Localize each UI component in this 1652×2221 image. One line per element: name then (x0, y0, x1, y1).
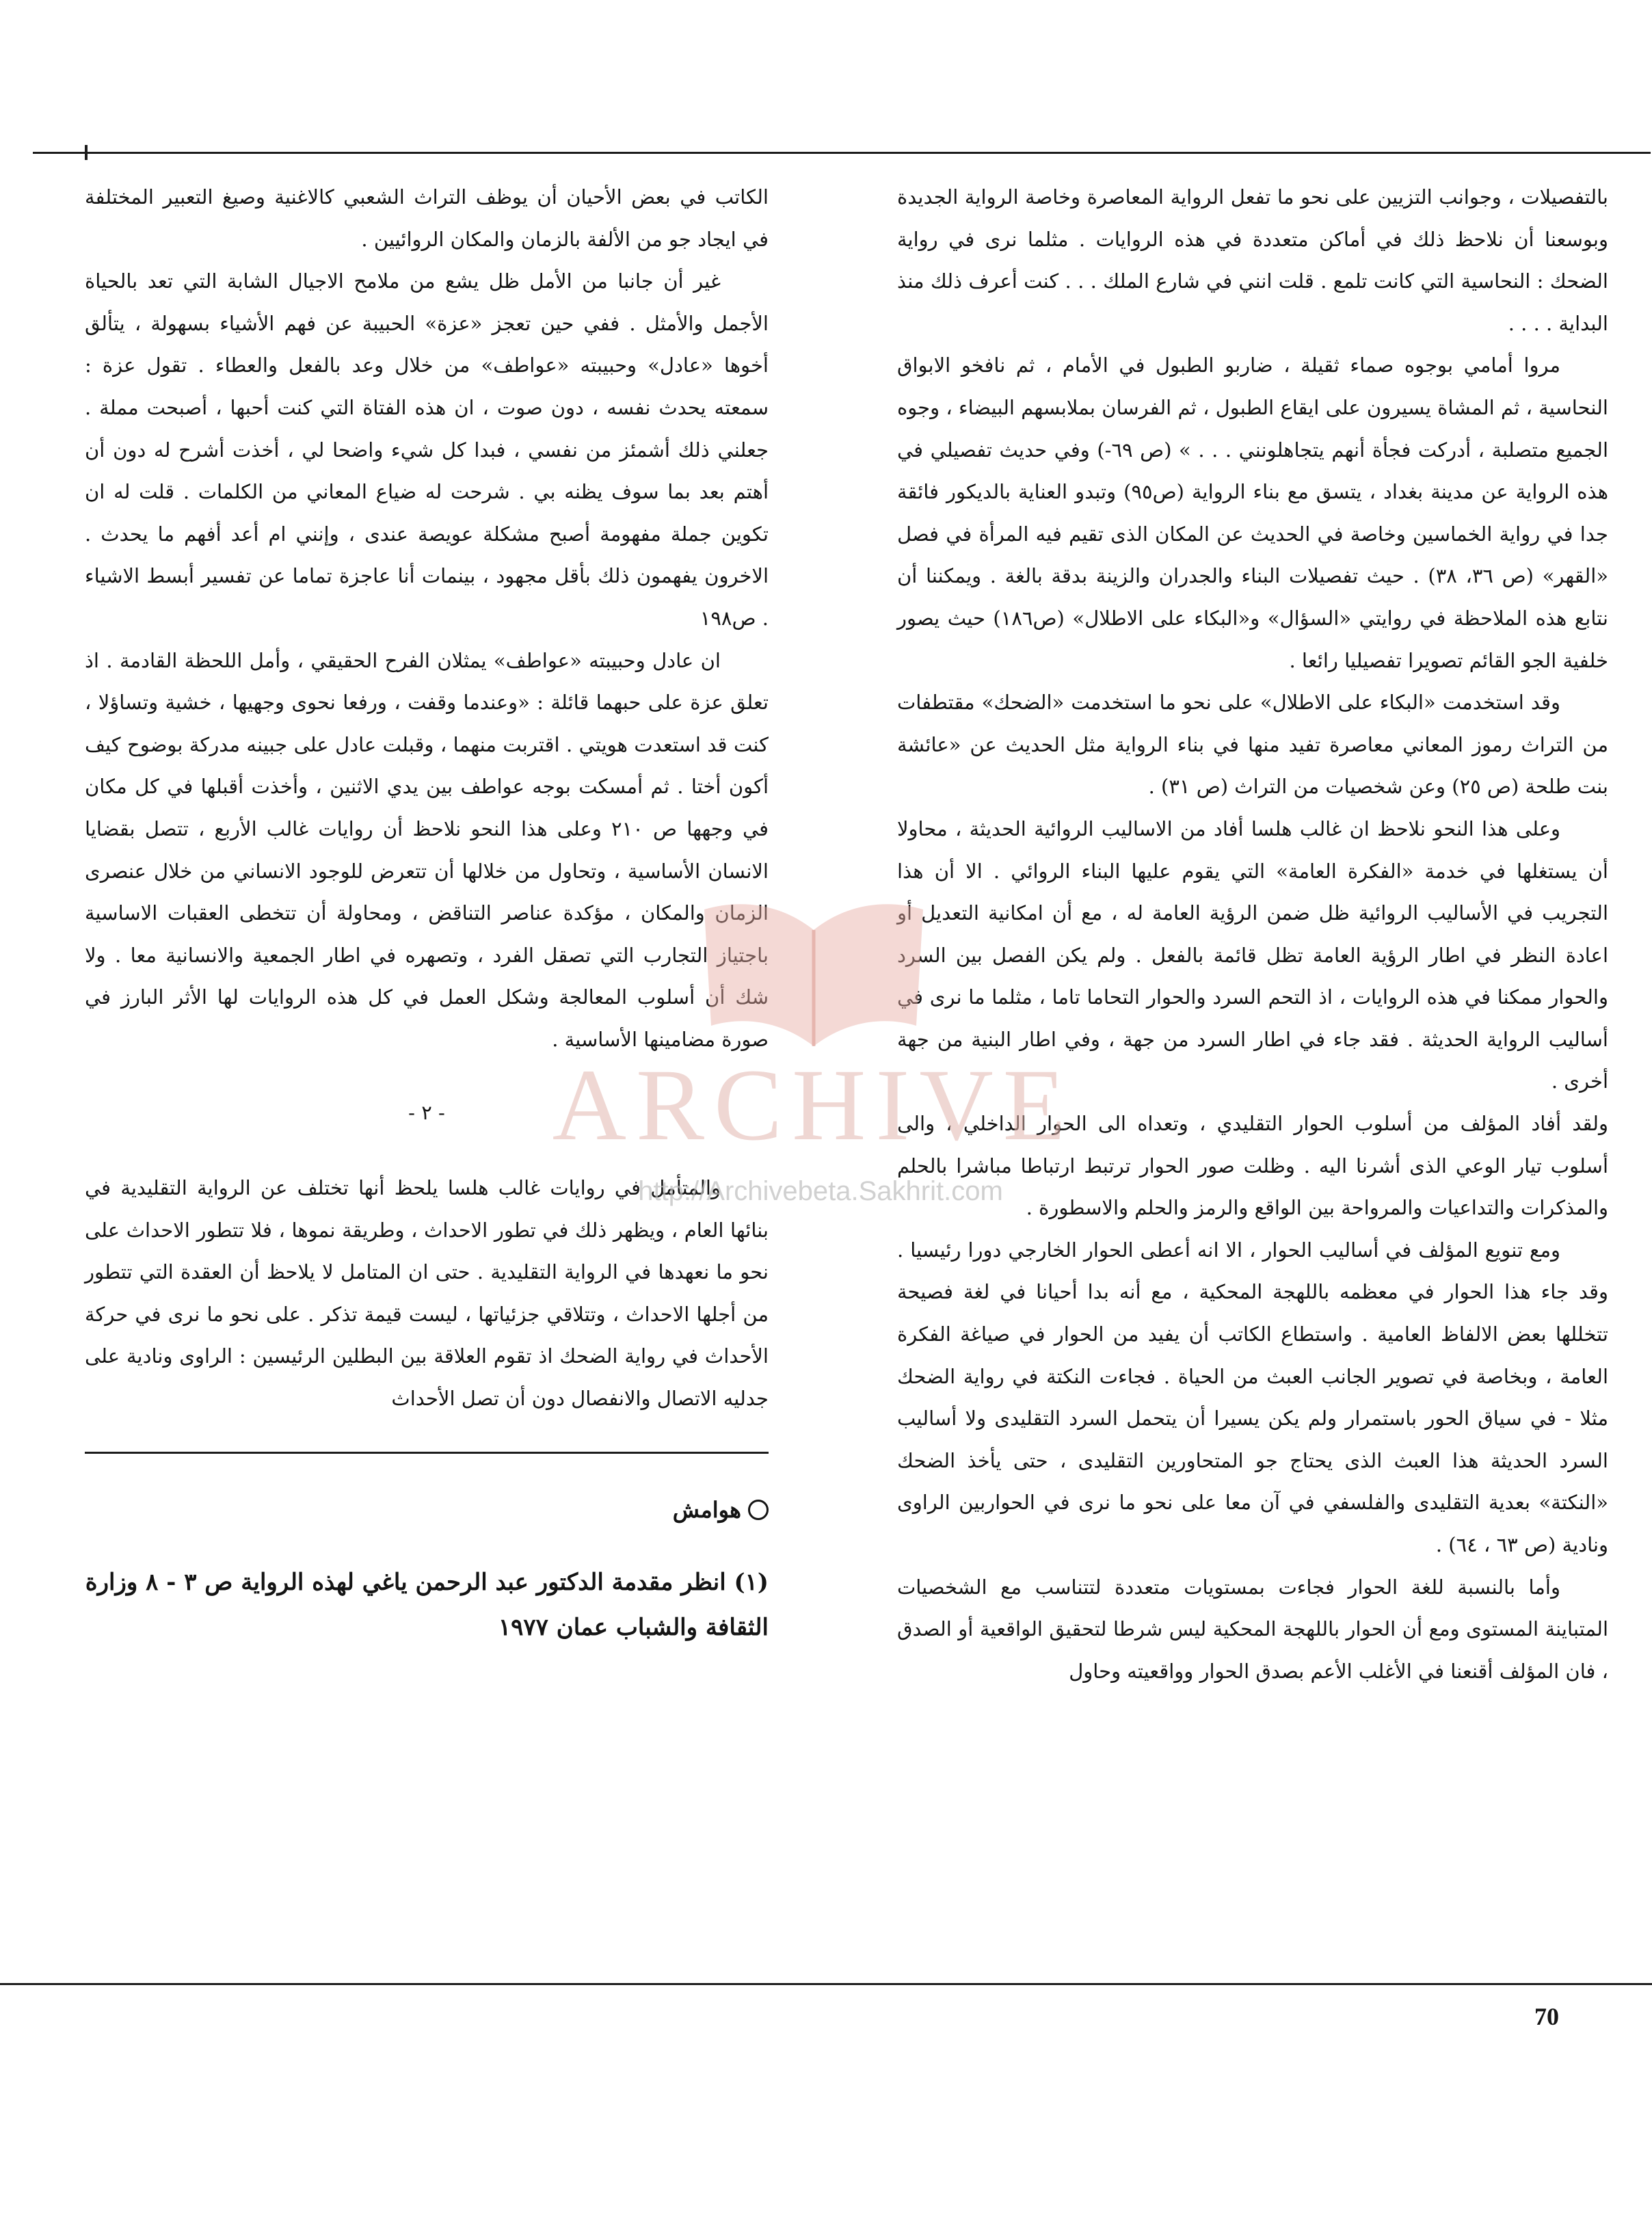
notes-heading (85, 1489, 769, 1532)
left-paragraph-1: الكاتب في بعض الأحيان أن يوظف التراث الشعبي كالاغنية وصيغ التعبير المختلفة في ايجاد جو من الألفة بالزمان والمكان الروائيين . (85, 185, 769, 251)
bottom-rule (0, 1983, 1652, 1985)
left-section2-paragraph-1: والمتأمل في روايات غالب هلسا يلحظ أنها تختلف عن الرواية التقليدية في بنائها العام ، ويظهر ذلك في تطور الاحداث ، وطريقة نموها ، فلا تتطور الاحداث على نحو ما نعهدها في الرواية التقليدية . حتى ان المتامل لا يلاحظ أن العقدة التي تتطور من أجلها الاحداث ، وتتلاقي جزئياتها ، ليست قيمة تذكر . على نحو ما نرى في حركة الأحداث في رواية الضحك اذ تقوم العلاقة بين البطلين الرئيسين : الراوى ونادية على جدليه الاتصال والانفصال دون أن تصل الأحداث (85, 1176, 769, 1411)
right-paragraph-6: ومع تنويع المؤلف في أساليب الحوار ، الا انه أعطى الحوار الخارجي دورا رئيسيا . وقد جاء هذا الحوار في معظمه باللهجة المحكية ، مع أنه بدا أحيانا في لغة فصيحة تتخللها بعض الالفاظ العامية . واستطاع الكاتب أن يفيد من الحوار في صياغة الفكرة العامة ، وبخاصة في تصوير الجانب العبث من الحياة . فجاءت النكتة في رواية الضحك مثلا - في سياق الحور باستمرار ولم يكن يسيرا أن يتحمل السرد التقليدى ولا أساليب السرد الحديثة هذا العبث الذى يحتاج جو المتحاورين التقليدى ، حتى يأخذ الضحك «النكتة» بعدية التقليدى والفلسفي في آن معا على نحو ما نرى في الحواربين الراوى ونادية (ص ٦٣ ، ٦٤) . (897, 1238, 1608, 1556)
left-paragraph-3: ان عادل وحبيبته «عواطف» يمثلان الفرح الحقيقي ، وأمل اللحظة القادمة . اذ تعلق عزة على حبهما قائلة : «وعندما وقفت ، ورفعا نحوى وجهيها ، خشية وتساؤلا ، كنت قد استعدت هويتي . اقتربت منهما ، وقبلت عادل على جبينه مدركة بوضوح كيف أكون أختا . ثم أمسكت بوجه عواطف بين يدي الاثنين ، وأخذت أقبلها في كل مكان في وجهها ص ٢١٠ وعلى هذا النحو نلاحظ أن روايات غالب الأربع ، تتصل بقضايا الانسان الأساسية ، وتحاول من خلالها أن تتعرض للوجود الانساني من خلال عنصرى الزمان والمكان ، مؤكدة عناصر التناقض ، ومحاولة أن تتخطى العقبات الاساسية باجتياز التجارب التي تصقل الفرد ، وتصهره في اطار الجمعية والانسانية معا . ولا شك أن أسلوب المعالجة وشكل العمل في كل هذه الروايات لها الأثر البارز في صورة مضامينها الأساسية . (85, 648, 769, 1051)
right-paragraph-7: وأما بالنسبة للغة الحوار فجاءت بمستويات متعددة لتتناسب مع الشخصيات المتباينة المستوى ومع أن الحوار باللهجة المحكية ليس شرطا لتحقيق الواقعية أو الصدق ، فان المؤلف أقنعنا في الأغلب الأعم بصدق الحوار وواقعيته وحاول (897, 1575, 1608, 1683)
left-column (85, 176, 769, 1650)
watermark-url: http://Archivebeta.Sakhrit.com (638, 1176, 1003, 1206)
right-paragraph-3: وقد استخدمت «البكاء على الاطلال» على نحو ما استخدمت «الضحك» مقتطفات من التراث رموز المعاني معاصرة تفيد منها في بناء الرواية مثل الحديث عن «عائشة بنت طلحة (ص ٢٥) وعن شخصيات من التراث (ص ٣١) . (897, 691, 1608, 799)
top-rule (33, 152, 1651, 154)
page-number: 70 (1534, 2003, 1559, 2030)
footnote-divider (85, 1452, 769, 1454)
watermark-word: ARCHIVE (552, 1048, 1076, 1162)
right-paragraph-5: ولقد أفاد المؤلف من أسلوب الحوار التقليدي ، وتعداه الى الحوار الداخلي ، والى أسلوب تيار الوعي الذى أشرنا اليه . وظلت صور الحوار ترتبط ارتباطا مباشرا بالحلم والمذكرات والتداعيات والمرواحة بين الواقع والرمز والحلم والاسطورة . (897, 1112, 1608, 1220)
notes-heading-label: هوامش (672, 1496, 741, 1523)
top-rule-tick (85, 145, 88, 160)
section-number: - ٢ - (408, 1101, 445, 1125)
footnote-1: (١) انظر مقدمة الدكتور عبد الرحمن ياغي لهذه الرواية ص ٣ - ٨ وزارة الثقافة والشباب عمان ١٩٧٧ (85, 1569, 769, 1642)
left-paragraph-2: غير أن جانبا من الأمل ظل يشع من ملامح الاجيال الشابة التي تعد بالحياة الأجمل والأمثل . ففي حين تعجز «عزة» الحبيبة عن فهم الأشياء بسهولة ، يتألق أخوها «عادل» وحبيبته «عواطف» من خلال وعد بالفعل والعطاء . تقول عزة : سمعته يحدث نفسه ، دون صوت ، ان هذه الفتاة التي كنت أحبها ، أصبحت مملة . جعلني ذلك أشمئز من نفسي ، فبدا كل شيء واضحا لي ، أخذت أشرح له دون أن أهتم بعد بما سوف يظنه بي . شرحت له ضياع المعاني من الكلمات . قلت له ان تكوين جملة مفهومة أصبح مشكلة عويصة عندى ، وإنني ام أعد أفهم ما يحدث . الاخرون يفهمون ذلك بأقل مجهود ، بينمات أنا عاجزة تماما عن تفسير أبسط الاشياء . ص١٩٨ (85, 269, 769, 630)
right-column (897, 176, 1608, 1692)
right-paragraph-2: مروا أمامي بوجوه صماء ثقيلة ، ضاربو الطبول في الأمام ، ثم نافخو الابواق النحاسية ، ثم المشاة يسيرون على ايقاع الطبول ، ثم الفرسان بملابسهم البيضاء ، وجوه الجميع متصلبة ، أدركت فجأة أنهم يتجاهلونني . . . » (ص ٦٩-) وفي حديث تفصيلي في هذه الرواية عن مدينة بغداد ، يتسق مع بناء الرواية (ص٩٥) وتبدو العناية بالديكور فائقة جدا في رواية الخماسين وخاصة في الحديث عن المكان الذى تقيم فيه المرأة في فصل «القهر» (ص ٣٦، ٣٨) . حيث تفصيلات البناء والجدران والزينة بدقة بالغة . ويمكننا أن نتابع هذه الملاحظة في روايتي «السؤال» و«البكاء على الاطلال» (ص١٨٦) حيث يصور خلفية الجو القائم تصويرا تفصيليا رائعا . (897, 354, 1609, 672)
circle-marker-icon (748, 1500, 769, 1520)
right-paragraph-4: وعلى هذا النحو نلاحظ ان غالب هلسا أفاد من الاساليب الروائية الحديثة ، محاولا أن يستغلها في خدمة «الفكرة العامة» التي يقوم عليها البناء الروائي . الا أن هذا التجريب في الأساليب الروائية ظل ضمن الرؤية العامة له ، مع أن امكانية التعديل أو اعادة النظر في اطار الرؤية العامة تظل قائمة بالفعل . ولم يكن الفصل بين السرد والحوار ممكنا في هذه الروايات ، اذ التحم السرد والحوار التحاما تاما ، مثلما ما نرى في أساليب الرواية الحديثة . فقد جاء في اطار السرد من جهة ، وفي اطار البنية من جهة أخرى . (897, 816, 1608, 1093)
right-paragraph-1: بالتفصيلات ، وجوانب التزيين على نحو ما تفعل الرواية المعاصرة وخاصة الرواية الجديدة وبوسعنا أن نلاحظ ذلك في أماكن متعددة في هذه الروايات . مثلما نرى في رواية الضحك : النحاسية التي كانت تلمع . قلت انني في شارع الملك . . . كنت أعرف ذلك منذ البداية . . . . (897, 185, 1608, 335)
